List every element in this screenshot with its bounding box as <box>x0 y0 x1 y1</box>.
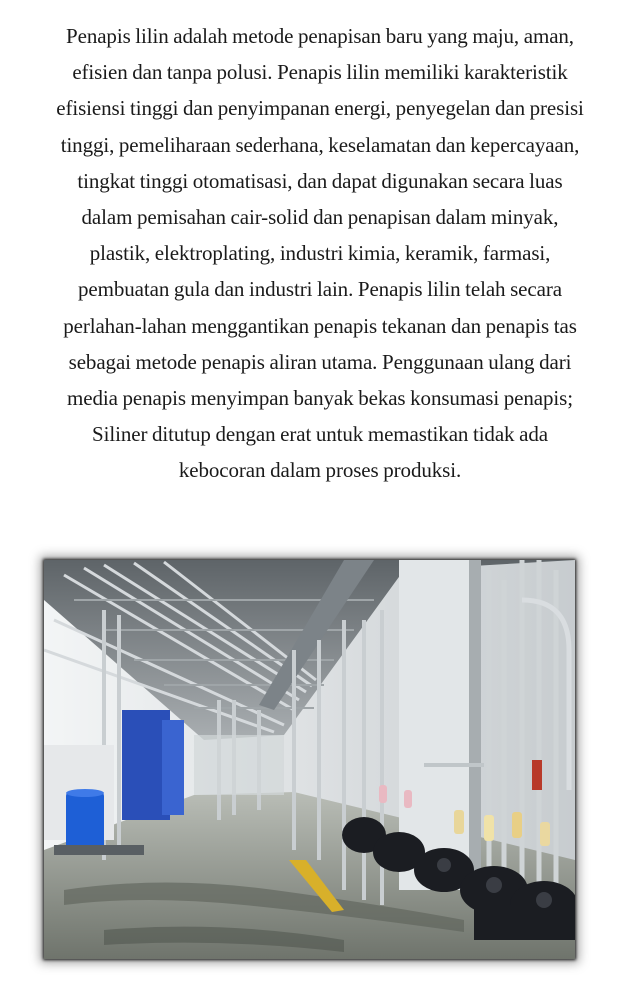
factory-photo <box>44 560 575 959</box>
paragraph-line: efisiensi tinggi dan penyimpanan energi, penyegelan dan presisi <box>56 96 584 121</box>
paragraph-line: pembuatan gula dan industri lain. Penapis lilin telah secara <box>78 277 562 302</box>
paragraph-line: kebocoran dalam proses produksi. <box>178 458 462 483</box>
paragraph-line: tingkat tinggi otomatisasi, dan dapat digunakan secara luas <box>77 168 563 193</box>
blue-rack <box>162 720 184 815</box>
blue-barrel <box>66 792 104 850</box>
article-paragraph <box>14 18 626 489</box>
paragraph-line: plastik, elektroplating, industri kimia, keramik, farmasi, <box>89 241 551 266</box>
paragraph-line: efisien dan tanpa polusi. Penapis lilin memiliki karakteristik <box>72 60 568 85</box>
paragraph-line: perlahan-lahan menggantikan penapis tekanan dan penapis tas <box>63 313 577 338</box>
paragraph-line: Siliner ditutup dengan erat untuk memastikan tidak ada <box>92 422 548 447</box>
paragraph-line: Penapis lilin adalah metode penapisan baru yang maju, aman, <box>66 24 574 48</box>
factory-illustration <box>44 560 575 959</box>
distant-hall <box>194 735 284 795</box>
pallet <box>54 845 144 855</box>
paragraph-line: sebagai metode penapis aliran utama. Penggunaan ulang dari <box>68 349 572 374</box>
blue-barrel-top <box>66 789 104 797</box>
paragraph-line: dalam pemisahan cair-solid dan penapisan dalam minyak, <box>81 205 559 230</box>
paragraph-line: tinggi, pemeliharaan sederhana, keselamatan dan kepercayaan, <box>60 132 580 157</box>
red-valve <box>532 760 542 790</box>
column-shadow <box>469 560 481 890</box>
paragraph-line: media penapis menyimpan banyak bekas konsumasi penapis; <box>67 386 573 411</box>
